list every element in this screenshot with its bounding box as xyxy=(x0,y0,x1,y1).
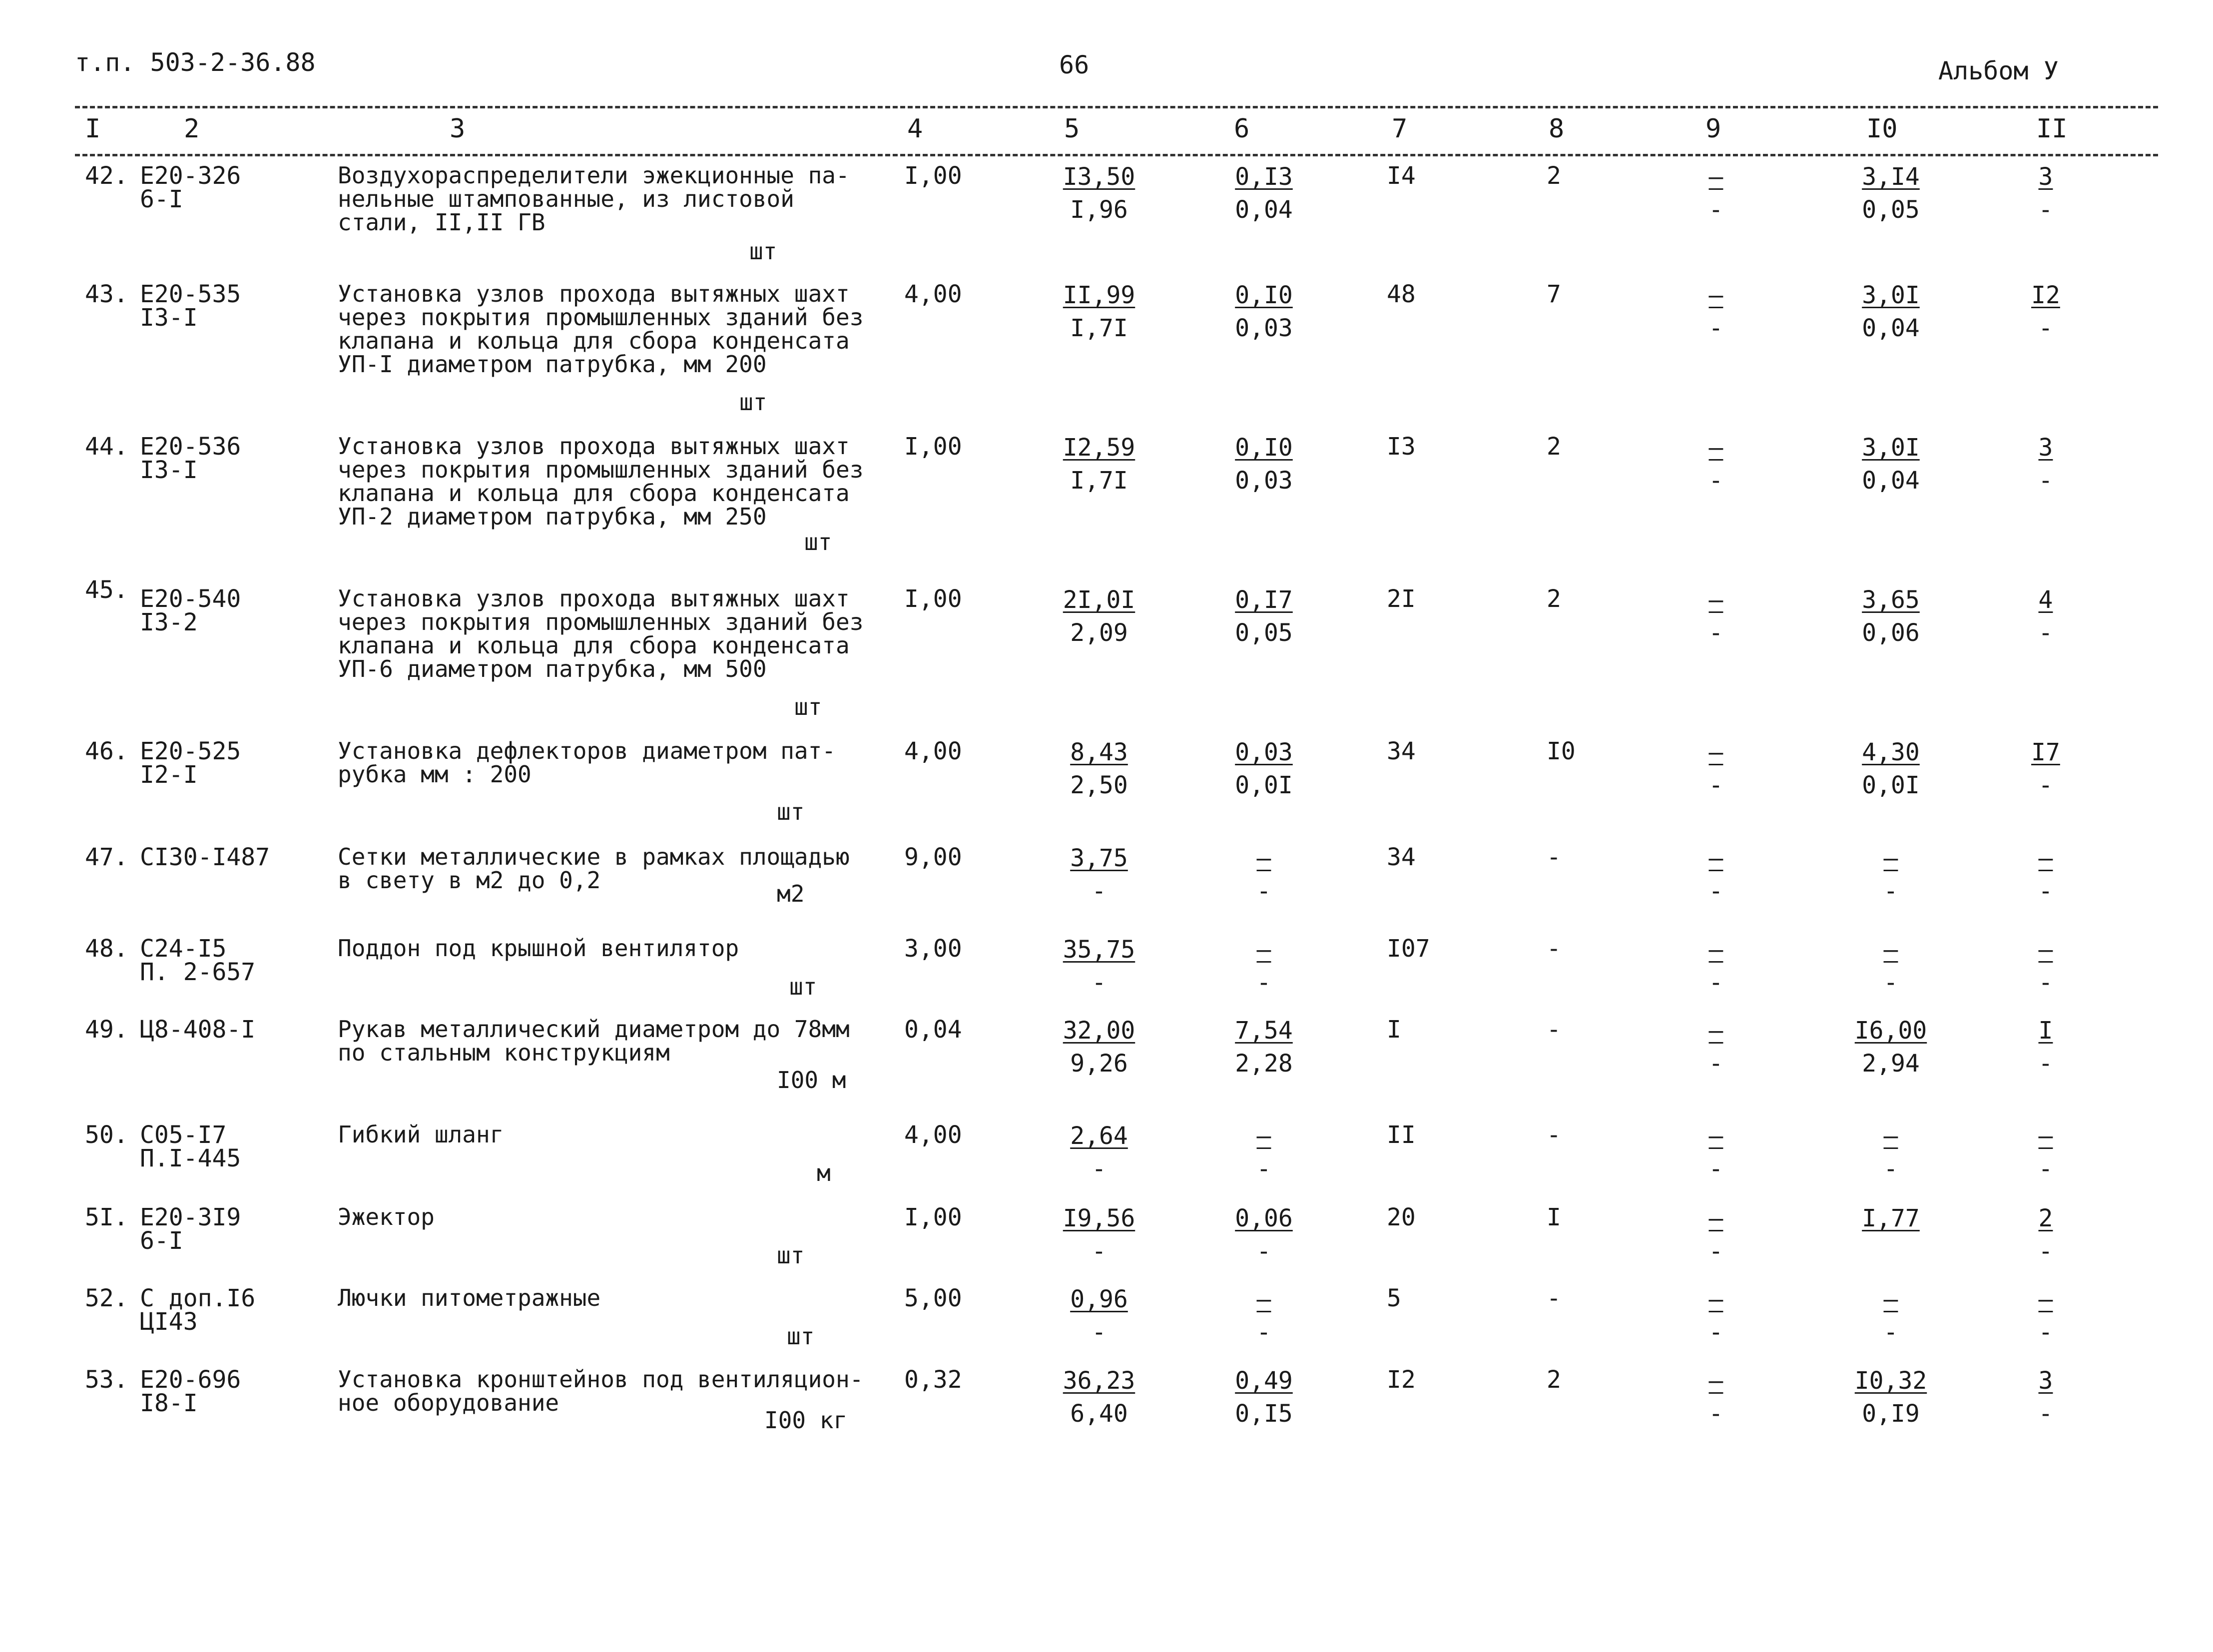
quantity: 0,04 xyxy=(904,1016,962,1044)
col6-value: 0,I3 0,04 xyxy=(1235,163,1293,224)
col6-value: 0,I0 0,03 xyxy=(1235,281,1293,342)
row-number: 48. xyxy=(85,935,128,963)
col11-value: 3 - xyxy=(2038,163,2053,224)
col8-value: - xyxy=(1547,1284,1561,1312)
col7-value: 2I xyxy=(1387,585,1416,613)
col7-value: I2 xyxy=(1387,1366,1416,1394)
description-line: Установка кронштейнов под вентиляцион- xyxy=(338,1366,864,1393)
work-description xyxy=(338,845,897,892)
col9-value: – - xyxy=(1708,586,1723,647)
work-description xyxy=(338,739,897,786)
col8-value: - xyxy=(1547,1121,1561,1149)
col8-value: - xyxy=(1547,935,1561,963)
col10-value: – - xyxy=(1883,1285,1898,1346)
unit-of-measure: шт xyxy=(777,1242,805,1269)
column-header: 4 xyxy=(907,114,923,144)
column-header: 2 xyxy=(184,114,200,144)
norm-code: С доп.I6 xyxy=(140,1284,256,1312)
description-line: Воздухораспределители эжекционные па- xyxy=(338,162,850,189)
description-line: клапана и кольца для сбора конденсата xyxy=(338,327,850,354)
description-line: клапана и кольца для сбора конденсата xyxy=(338,632,850,659)
col9-value: – - xyxy=(1708,936,1723,997)
work-description xyxy=(338,1018,897,1065)
description-line: ное оборудование xyxy=(338,1389,559,1416)
col5-value: 35,75 - xyxy=(1063,936,1135,997)
quantity: 4,00 xyxy=(904,280,962,308)
norm-code: С24-I5 xyxy=(140,935,227,963)
col8-value: - xyxy=(1547,843,1561,871)
description-line: Установка узлов прохода вытяжных шахт xyxy=(338,280,850,307)
norm-code-sub: I8-I xyxy=(140,1389,198,1417)
col8-value: - xyxy=(1547,1016,1561,1044)
quantity: 4,00 xyxy=(904,1121,962,1149)
norm-code-sub: I3-2 xyxy=(140,608,198,636)
description-line: клапана и кольца для сбора конденсата xyxy=(338,480,850,507)
row-number: 42. xyxy=(85,162,128,190)
description-line: по стальным конструкциям xyxy=(338,1039,670,1066)
page-number: 66 xyxy=(1059,50,1090,79)
col10-value: – - xyxy=(1883,844,1898,905)
header-divider-top xyxy=(75,106,2158,108)
work-description xyxy=(338,435,897,529)
description-line: Лючки питометражные xyxy=(338,1284,601,1311)
col11-value: 3 - xyxy=(2038,1367,2053,1428)
unit-of-measure: шт xyxy=(777,798,805,825)
work-description xyxy=(338,282,897,376)
col6-value: 7,54 2,28 xyxy=(1235,1017,1293,1078)
description-line: Гибкий шланг xyxy=(338,1121,504,1148)
norm-code: Е20-540 xyxy=(140,585,241,613)
norm-code-sub: П. 2-657 xyxy=(140,958,256,986)
description-line: Установка дефлекторов диаметром пат- xyxy=(338,737,836,764)
column-header-row xyxy=(0,114,2213,149)
col10-value: 4,30 0,0I xyxy=(1862,738,1920,799)
quantity: I,00 xyxy=(904,433,962,461)
col7-value: 5 xyxy=(1387,1284,1401,1312)
col9-value: – - xyxy=(1708,1285,1723,1346)
col7-value: 34 xyxy=(1387,737,1416,765)
col5-value: 32,00 9,26 xyxy=(1063,1017,1135,1078)
column-header: 7 xyxy=(1392,114,1408,144)
col10-value: 3,0I 0,04 xyxy=(1862,434,1920,495)
unit-of-measure: м xyxy=(817,1159,831,1186)
norm-code: Е20-525 xyxy=(140,737,241,765)
quantity: I,00 xyxy=(904,1203,962,1231)
col10-value: 3,0I 0,04 xyxy=(1862,281,1920,342)
description-line: через покрытия промышленных зданий без xyxy=(338,304,864,331)
row-number: 53. xyxy=(85,1366,128,1394)
row-number: 45. xyxy=(85,576,128,604)
column-header: II xyxy=(2036,114,2068,144)
col11-value: I7 - xyxy=(2031,738,2060,799)
col5-value: I9,56 - xyxy=(1063,1204,1135,1265)
col10-value: – - xyxy=(1883,1122,1898,1183)
col6-value: 0,06 - xyxy=(1235,1204,1293,1265)
col9-value: – - xyxy=(1708,434,1723,495)
norm-code: СI30-I487 xyxy=(140,843,270,871)
row-number: 43. xyxy=(85,280,128,308)
work-description xyxy=(338,1123,897,1146)
col11-value: 2 - xyxy=(2038,1204,2053,1265)
column-header: 3 xyxy=(450,114,466,144)
album-label: Альбом У xyxy=(1938,56,2059,85)
norm-code: Е20-536 xyxy=(140,433,241,461)
unit-of-measure: шт xyxy=(749,238,777,265)
col10-value: I6,00 2,94 xyxy=(1854,1017,1927,1078)
col11-value: – - xyxy=(2038,1285,2053,1346)
norm-code-sub: П.I-445 xyxy=(140,1144,241,1172)
col9-value: – - xyxy=(1708,1122,1723,1183)
description-line: УП-2 диаметром патрубка, мм 250 xyxy=(338,503,767,530)
col10-value: – - xyxy=(1883,936,1898,997)
row-number: 46. xyxy=(85,737,128,765)
column-header: I0 xyxy=(1866,114,1898,144)
description-line: Установка узлов прохода вытяжных шахт xyxy=(338,433,850,460)
unit-of-measure: шт xyxy=(787,1323,815,1350)
col5-value: 3,75 - xyxy=(1070,844,1128,905)
col9-value: – - xyxy=(1708,844,1723,905)
row-number: 5I. xyxy=(85,1203,128,1231)
work-description xyxy=(338,587,897,681)
col9-value: – - xyxy=(1708,1017,1723,1078)
col7-value: 20 xyxy=(1387,1203,1416,1231)
work-description xyxy=(338,1286,897,1310)
row-number: 52. xyxy=(85,1284,128,1312)
col7-value: I xyxy=(1387,1016,1401,1044)
col9-value: – - xyxy=(1708,281,1723,342)
row-number: 50. xyxy=(85,1121,128,1149)
row-number: 47. xyxy=(85,843,128,871)
col8-value: 2 xyxy=(1547,433,1561,461)
norm-code: Е20-696 xyxy=(140,1366,241,1394)
col8-value: 2 xyxy=(1547,1366,1561,1394)
col5-value: II,99 I,7I xyxy=(1063,281,1135,342)
col10-value: I0,32 0,I9 xyxy=(1854,1367,1927,1428)
col5-value: 2,64 - xyxy=(1070,1122,1128,1183)
description-line: через покрытия промышленных зданий без xyxy=(338,608,864,635)
norm-code: Е20-3I9 xyxy=(140,1203,241,1231)
col9-value: – - xyxy=(1708,1367,1723,1428)
description-line: Поддон под крышной вентилятор xyxy=(338,935,739,962)
description-line: Сетки металлические в рамках площадью xyxy=(338,843,850,870)
unit-of-measure: I00 кг xyxy=(764,1407,848,1434)
col7-value: 48 xyxy=(1387,280,1416,308)
col8-value: I xyxy=(1547,1203,1561,1231)
col7-value: II xyxy=(1387,1121,1416,1149)
col8-value: 2 xyxy=(1547,585,1561,613)
col11-value: – - xyxy=(2038,1122,2053,1183)
header-divider-bottom xyxy=(75,154,2158,156)
col6-value: 0,49 0,I5 xyxy=(1235,1367,1293,1428)
norm-code: Е20-535 xyxy=(140,280,241,308)
unit-of-measure: шт xyxy=(794,693,822,720)
description-line: УП-I диаметром патрубка, мм 200 xyxy=(338,351,767,378)
norm-code-sub: ЦI43 xyxy=(140,1308,198,1336)
col10-value: 3,65 0,06 xyxy=(1862,586,1920,647)
description-line: в свету в м2 до 0,2 xyxy=(338,867,601,894)
norm-code: Е20-326 xyxy=(140,162,241,190)
col11-value: I - xyxy=(2038,1017,2053,1078)
quantity: I,00 xyxy=(904,585,962,613)
quantity: I,00 xyxy=(904,162,962,190)
document-code: т.п. 503-2-36.88 xyxy=(75,48,316,77)
col6-value: – - xyxy=(1256,844,1271,905)
quantity: 9,00 xyxy=(904,843,962,871)
col9-value: – - xyxy=(1708,738,1723,799)
work-description xyxy=(338,1205,897,1229)
quantity: 0,32 xyxy=(904,1366,962,1394)
column-header: 9 xyxy=(1705,114,1721,144)
quantity: 5,00 xyxy=(904,1284,962,1312)
col7-value: I07 xyxy=(1387,935,1430,963)
col5-value: 2I,0I 2,09 xyxy=(1063,586,1135,647)
description-line: стали, II,II ГВ xyxy=(338,209,546,236)
column-header: 5 xyxy=(1064,114,1080,144)
unit-of-measure: I00 м xyxy=(777,1067,846,1094)
col6-value: – - xyxy=(1256,936,1271,997)
col6-value: – - xyxy=(1256,1122,1271,1183)
col5-value: 8,43 2,50 xyxy=(1070,738,1128,799)
norm-code: С05-I7 xyxy=(140,1121,227,1149)
row-number: 49. xyxy=(85,1016,128,1044)
description-line: через покрытия промышленных зданий без xyxy=(338,456,864,483)
description-line: Установка узлов прохода вытяжных шахт xyxy=(338,585,850,612)
row-number: 44. xyxy=(85,433,128,461)
work-description xyxy=(338,164,897,234)
unit-of-measure: шт xyxy=(739,389,767,416)
col11-value: – - xyxy=(2038,936,2053,997)
col9-value: – - xyxy=(1708,1204,1723,1265)
col6-value: – - xyxy=(1256,1285,1271,1346)
quantity: 3,00 xyxy=(904,935,962,963)
description-line: рубка мм : 200 xyxy=(338,761,532,788)
col5-value: 0,96 - xyxy=(1070,1285,1128,1346)
norm-code-sub: I3-I xyxy=(140,456,198,484)
col6-value: 0,03 0,0I xyxy=(1235,738,1293,799)
description-line: Рукав металлический диаметром до 78мм xyxy=(338,1016,850,1043)
unit-of-measure: шт xyxy=(804,529,832,555)
col5-value: I3,50 I,96 xyxy=(1063,163,1135,224)
col7-value: I4 xyxy=(1387,162,1416,190)
col6-value: 0,I7 0,05 xyxy=(1235,586,1293,647)
col11-value: I2 - xyxy=(2031,281,2060,342)
work-description xyxy=(338,937,897,960)
unit-of-measure: шт xyxy=(789,973,817,1000)
col10-value: 3,I4 0,05 xyxy=(1862,163,1920,224)
column-header: 8 xyxy=(1549,114,1565,144)
description-line: нельные штампованные, из листовой xyxy=(338,185,794,212)
col7-value: 34 xyxy=(1387,843,1416,871)
col11-value: – - xyxy=(2038,844,2053,905)
col5-value: 36,23 6,40 xyxy=(1063,1367,1135,1428)
col8-value: 7 xyxy=(1547,280,1561,308)
description-line: Эжектор xyxy=(338,1203,435,1230)
norm-code-sub: 6-I xyxy=(140,1227,183,1255)
unit-of-measure: м2 xyxy=(777,880,805,907)
col10-value: I,77 xyxy=(1862,1204,1920,1232)
col11-value: 3 - xyxy=(2038,434,2053,495)
col7-value: I3 xyxy=(1387,433,1416,461)
col5-value: I2,59 I,7I xyxy=(1063,434,1135,495)
norm-code: Ц8-408-I xyxy=(140,1016,256,1044)
col8-value: I0 xyxy=(1547,737,1576,765)
norm-code-sub: I3-I xyxy=(140,304,198,332)
description-line: УП-6 диаметром патрубка, мм 500 xyxy=(338,655,767,682)
col8-value: 2 xyxy=(1547,162,1561,190)
norm-code-sub: 6-I xyxy=(140,185,183,213)
norm-code-sub: I2-I xyxy=(140,761,198,789)
col11-value: 4 - xyxy=(2038,586,2053,647)
col6-value: 0,I0 0,03 xyxy=(1235,434,1293,495)
col9-value: – - xyxy=(1708,163,1723,224)
column-header: I xyxy=(85,114,101,144)
column-header: 6 xyxy=(1234,114,1250,144)
quantity: 4,00 xyxy=(904,737,962,765)
